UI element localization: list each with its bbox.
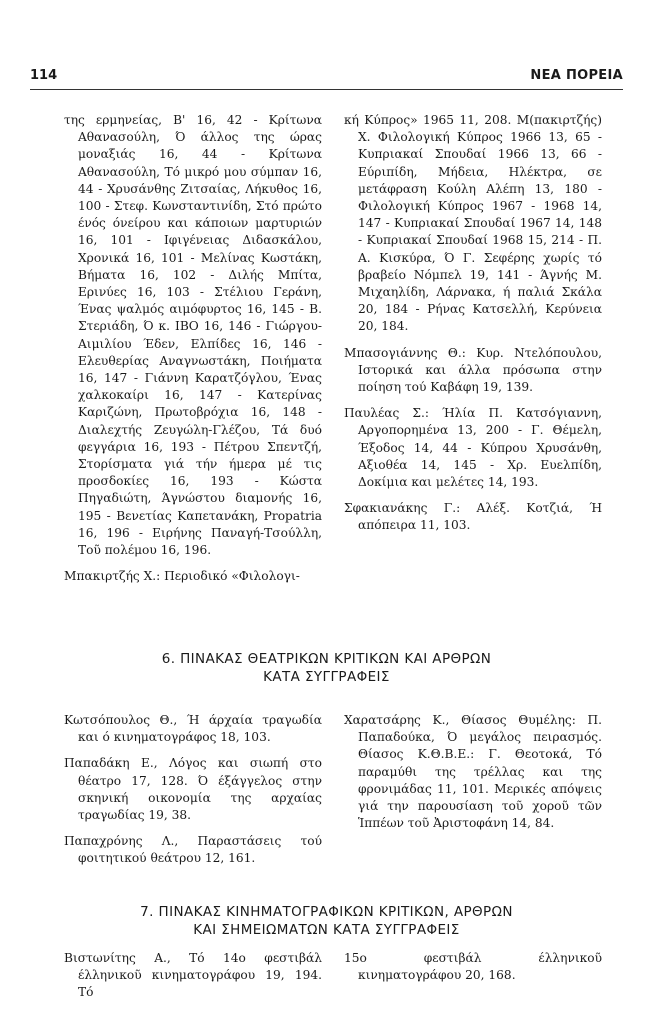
section-7-title-line-1: 7. ΠΙΝΑΚΑΣ ΚΙΝΗΜΑΤΟΓΡΑΦΙΚΩΝ ΚΡΙΤΙΚΩΝ, ΑΡΘΡΩΝ: [140, 904, 513, 920]
index-entry: 15ο φεστιβάλ έλληνικοῦ κινηματογράφου 20, 168.: [344, 951, 602, 983]
header-rule: [30, 89, 623, 90]
index-entry: κή Κύπρος» 1965 11, 208. Μ(πακιρτζής) Χ. Φιλολογική Κύπρος 1966 13, 65 - Κυπριακαί Σπουδαί 1966 13, 66 - Εύριπίδη, Μήδεια, Ηλέκτρα, σε μετάφραση Κούλη Αλέπη 13, 180 - Φιλολογική Κύπρος 1967 - 1968 14, 147 - Κυπριακαί Σπουδαί 1967 14, 148 - Κυπριακαί Σπουδαί 1968 15, 214 - Π. Α. Κισκύρα, Ό Γ. Σεφέρης χωρίς τό βραβείο Νόμπελ 19, 141 - Άγνής Μ. Μιχαηλίδη, Λάρνακα, ή παλιά Σκάλα 20, 184 - Ρήνας Κατσελλή, Κερύνεια 20, 184.: [344, 113, 602, 334]
index-entry: Χαρατσάρης Κ., Θίασος Θυμέλης: Π. Παπαδούκα, Ό μεγάλος πειρασμός. Θίασος Κ.Θ.Β.Ε.: Γ. Θεοτοκά, Τό παραμύθι της τρέλλας και της φρονιμάδας 11, 101. Μερικές απόψεις γιά την παρουσίαση τοῦ χοροῦ τῶν Ἱππέων τοῦ Ἀριστοφάνη 14, 84.: [344, 713, 602, 831]
section-6-left-column: [64, 712, 322, 877]
upper-left-column: [64, 112, 322, 594]
index-entry: Σφακιανάκης Γ.: Αλέξ. Κοτζιά, Ή απόπειρα 11, 103.: [344, 501, 602, 533]
index-entry: Παυλέας Σ.: Ήλία Π. Κατσόγιαννη, Αργοπορημένα 13, 200 - Γ. Θέμελη, Έξοδος 14, 44 - Κύπρου Χρυσάνθη, Αξιοθέα 14, 145 - Χρ. Ευελπίδη, Δοκίμια και μελέτες 14, 193.: [344, 406, 602, 490]
section-7-right-column: [344, 950, 602, 993]
section-7-title-line-2: ΚΑΙ ΣΗΜΕΙΩΜΑΤΩΝ ΚΑΤΑ ΣΥΓΓΡΑΦΕΙΣ: [193, 922, 460, 938]
page-number: 114: [30, 68, 58, 83]
page-header: [30, 68, 623, 88]
index-entry: Παπαχρόνης Λ., Παραστάσεις τού φοιτητικού θεάτρου 12, 161.: [64, 834, 322, 866]
index-entry: Μπακιρτζής Χ.: Περιοδικό «Φιλολογι-: [64, 569, 300, 584]
section-7-heading: [40, 903, 613, 939]
journal-title: ΝΕΑ ΠΟΡΕΙΑ: [530, 68, 623, 83]
section-7-left-column: [64, 950, 322, 1011]
index-entry: της ερμηνείας, Β' 16, 42 - Κρίτωνα Αθανασούλη, Ό άλλος της ώρας μοναξιάς 16, 44 - Κρίτωνα Αθανασούλη, Τό μικρό μου σύμπαν 16, 44 - Χρυσάνθης Ζιτσαίας, Λήκυθος 16, 100 - Στεφ. Κωνσταντινίδη, Στό πρώτο ένός όνείρου και κάποιων μαρτυριών 16, 101 - Ιφιγένειας Διδασκάλου, Χρονικά 16, 101 - Μελίνας Κωστάκη, Βήματα 16, 102 - Διλής Μπίτα, Ερινύες 16, 103 - Στέλιου Γεράνη, Ένας ψαλμός αιμόφυρτος 16, 145 - Β. Στεριάδη, Ό κ. ΙΒΟ 16, 146 - Γιώργου-Αιμιλίου Έδεν, Ελπίδες 16, 146 - Ελευθερίας Αναγνωστάκη, Ποιήματα 16, 147 - Γιάννη Καρατζόγλου, Ένας χαλκοκαίρι 16, 147 - Κατερίνας Καριζώνη, Πρωτοβρόχια 16, 148 - Διαλεχτής Ζευγώλη-Γλέζου, Τά δυό φεγγάρια 16, 193 - Πέτρου Σπεντζή, Στορίσματα γιά τήν ήμερα μέ τις προσδοκίες 16, 193 - Κώστα Πηγαδιώτη, Άγνώστου διαμονής 16, 195 - Βενετίας Καπετανάκη, Propatria 16, 196 - Ειρήνης Παναγή-Τσούλλη, Τοῦ πολέμου 16, 196.: [64, 113, 322, 558]
section-6-title-line-2: ΚΑΤΑ ΣΥΓΓΡΑΦΕΙΣ: [263, 669, 390, 685]
index-entry: Μπασογιάννης Θ.: Κυρ. Ντελόπουλου, Ιστορικά και άλλα πρόσωπα στην ποίηση τού Καβάφη 19, 139.: [344, 345, 602, 395]
section-6-heading: [40, 650, 613, 686]
upper-right-column: [344, 112, 602, 544]
index-entry: Κωτσόπουλος Θ., Ή άρχαία τραγωδία και ό κινηματογράφος 18, 103.: [64, 713, 322, 745]
section-6-right-column: [344, 712, 602, 841]
index-entry: Παπαδάκη Ε., Λόγος και σιωπή στο θέατρο 17, 128. Ό έξάγγελος στην σκηνική οικονομία της αρχαίας τραγωδίας 19, 38.: [64, 756, 322, 823]
index-entry: Βιστωνίτης Α., Τό 14ο φεστιβάλ έλληνικοῦ κινηματογράφου 19, 194. Τό: [64, 951, 322, 1000]
section-6-title-line-1: 6. ΠΙΝΑΚΑΣ ΘΕΑΤΡΙΚΩΝ ΚΡΙΤΙΚΩΝ ΚΑΙ ΑΡΘΡΩΝ: [161, 651, 492, 667]
